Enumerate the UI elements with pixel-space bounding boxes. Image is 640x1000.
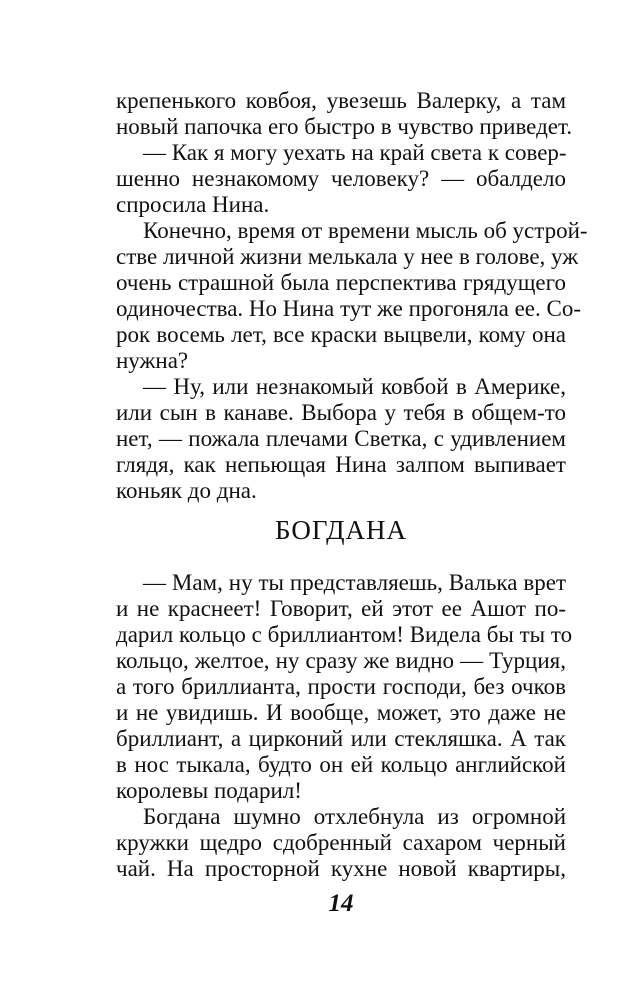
text-line: нужна? xyxy=(116,348,189,373)
text-line: или сын в канаве. Выбора у тебя в общем-то xyxy=(116,400,566,425)
text-line: в нос тыкала, будто он ей кольцо английской xyxy=(116,752,566,777)
text-line: спросила Нина. xyxy=(116,192,270,217)
text-line: Конечно, время от времени мысль об устрой- xyxy=(143,218,588,243)
text-line: королевы подарил! xyxy=(116,778,302,803)
text-line: шенно незнакомому человеку? — обалдело xyxy=(116,166,566,191)
text-line: и не увидишь. И вообще, может, это даже не xyxy=(116,700,566,725)
text-line: очень страшной была перспектива грядущего xyxy=(116,270,566,295)
text-line: крепенького ковбоя, увезешь Валерку, а там xyxy=(116,88,566,113)
text-line: нет, — пожала плечами Светка, с удивлением xyxy=(116,426,566,451)
text-line: Богдана шумно отхлебнула из огромной xyxy=(143,804,566,829)
text-line: а того бриллианта, прости господи, без очков xyxy=(116,674,566,699)
text-line: одиночества. Но Нина тут же прогоняла ее. Со- xyxy=(116,296,581,321)
text-line: и не краснеет! Говорит, ей этот ее Ашот по- xyxy=(116,596,566,621)
text-line: — Мам, ну ты представляешь, Валька врет xyxy=(143,570,566,595)
text-line: кольцо, желтое, ну сразу же видно — Турция, xyxy=(116,648,566,673)
text-line: глядя, как непьющая Нина залпом выпивает xyxy=(116,452,566,477)
chapter-heading: БОГДАНА xyxy=(275,515,407,545)
text-line: кружки щедро сдобренный сахаром черный xyxy=(116,830,566,855)
text-line: стве личной жизни мелькала у нее в голове, уж xyxy=(116,244,579,269)
page-number: 14 xyxy=(328,890,354,917)
text-line: рок восемь лет, все краски выцвели, кому она xyxy=(116,322,566,347)
text-line: дарил кольцо с бриллиантом! Видела бы ты то xyxy=(116,622,573,647)
text-line: новый папочка его быстро в чувство приведет. xyxy=(116,114,573,139)
text-line: бриллиант, а цирконий или стекляшка. А так xyxy=(116,726,566,751)
text-line: — Как я могу уехать на край света к совер- xyxy=(143,140,567,165)
text-line: — Ну, или незнакомый ковбой в Америке, xyxy=(143,374,566,399)
text-line: чай. На просторной кухне новой квартиры, xyxy=(116,856,566,881)
text-line: коньяк до дна. xyxy=(116,478,257,503)
